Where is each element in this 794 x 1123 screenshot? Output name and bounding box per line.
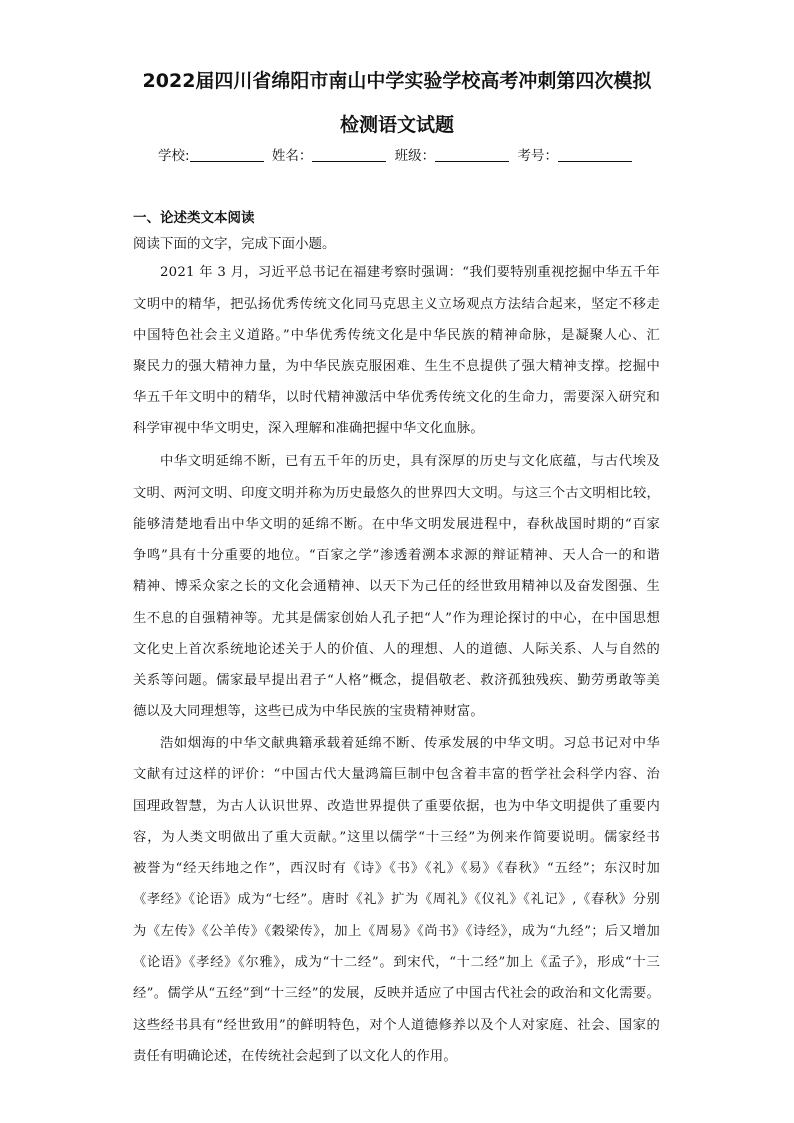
article-line: 精神、博采众家之长的文化会通精神、以天下为己任的经世致用精神以及奋发图强、生 xyxy=(133,579,660,594)
exam-title-line1: 2022届四川省绵阳市南山中学实验学校高考冲刺第四次模拟 xyxy=(142,70,652,92)
article-line: 浩如烟海的中华文献典籍承载着延绵不断、传承发展的中华文明。习总书记对中华 xyxy=(160,736,660,751)
article-line: 国理政智慧，为古人认识世界、改造世界提供了重要依据，也为中华文明提供了重要内 xyxy=(133,799,660,814)
article-line: 华五千年文明中的精华，以时代精神激活中华优秀传统文化的生命力，需要深入研究和 xyxy=(133,390,660,405)
article-line: 责任有明确论述，在传统社会起到了以文化人的作用。 xyxy=(133,1049,457,1064)
article-line: 文化史上首次系统地论述关于人的价值、人的理想、人的道德、人际关系、人与自然的 xyxy=(133,642,660,657)
article-line: 《论语》《孝经》《尔雅》，成为“十二经”。到宋代，“十二经”加上《孟子》，形成“十三 xyxy=(133,955,660,970)
article-line: 中华文明延绵不断，已有五千年的历史，具有深厚的历史与文化底蕴，与古代埃及 xyxy=(160,454,660,469)
article-line: 关系等问题。儒家最早提出君子“人格”概念，提倡敬老、救济孤独残疾、勤劳勇敢等美 xyxy=(133,673,660,688)
article-line: 2021 年 3 月，习近平总书记在福建考察时强调：“我们要特别重视挖掘中华五千年 xyxy=(160,265,660,280)
name-label: 姓名： xyxy=(271,148,313,164)
name-blank xyxy=(312,147,386,162)
article-line: 科学审视中华文明史，深入理解和准确把握中华文化血脉。 xyxy=(133,421,484,436)
exam-number-label: 考号： xyxy=(517,148,558,164)
article-line: 生不息的自强精神等。尤其是儒家创始人孔子把“人”作为理论探讨的中心，在中国思想 xyxy=(133,611,660,626)
article-line: 《孝经》《论语》成为“七经”。唐时《礼》扩为《周礼》《仪礼》《礼记》,《春秋》分别 xyxy=(133,892,660,907)
class-blank xyxy=(435,147,509,162)
article-line: 能够清楚地看出中华文明的延绵不断。在中华文明发展进程中，春秋战国时期的“百家 xyxy=(133,517,660,532)
class-label: 班级： xyxy=(394,148,436,164)
article-line: 容，为人类文明做出了重大贡献。”这里以儒学“十三经”为例来作简要说明。儒家经书 xyxy=(133,830,660,845)
article-line: 这些经书具有“经世致用”的鲜明特色，对个人道德修养以及个人对家庭、社会、国家的 xyxy=(133,1018,660,1033)
school-blank xyxy=(190,147,264,162)
article-line: 被誉为“经天纬地之作”，西汉时有《诗》《书》《礼》《易》《春秋》“五经”；东汉时加 xyxy=(133,861,660,876)
exam-title-line2: 检测语文试题 xyxy=(339,114,454,136)
article-line: 文献有过这样的评价：“中国古代大量鸿篇巨制中包含着丰富的哲学社会科学内容、治 xyxy=(133,767,660,782)
article-line: 文明中的精华，把弘扬优秀传统文化同马克思主义立场观点方法结合起来，坚定不移走 xyxy=(133,297,660,312)
article-line: 中国特色社会主义道路。”中华优秀传统文化是中华民族的精神命脉，是凝聚人心、汇 xyxy=(133,328,660,343)
article-line: 文明、两河文明、印度文明并称为历史最悠久的世界四大文明。与这三个古文明相比较， xyxy=(133,486,660,501)
article-line: 为《左传》《公羊传》《穀梁传》，加上《周易》《尚书》《诗经》，成为“九经”；后又增加 xyxy=(133,924,660,939)
section-heading: 一、论述类文本阅读 xyxy=(133,210,255,226)
article-line: 聚民力的强大精神力量，为中华民族克服困难、生生不息提供了强大精神支撑。挖掘中 xyxy=(133,359,660,374)
exam-number-blank xyxy=(558,147,632,162)
article-line: 经”。儒学从“五经”到“十三经”的发展，反映并适应了中国古代社会的政治和文化需要。 xyxy=(133,986,660,1001)
school-label: 学校: xyxy=(158,148,190,164)
section-instruction: 阅读下面的文字，完成下面小题。 xyxy=(133,236,336,252)
student-info-line xyxy=(0,144,794,164)
article-line: 争鸣”具有十分重要的地位。“百家之学”渗透着溯本求源的辩证精神、天人合一的和谐 xyxy=(133,548,660,563)
article-line: 德以及大同理想等，这些已成为中华民族的宝贵精神财富。 xyxy=(133,704,484,719)
